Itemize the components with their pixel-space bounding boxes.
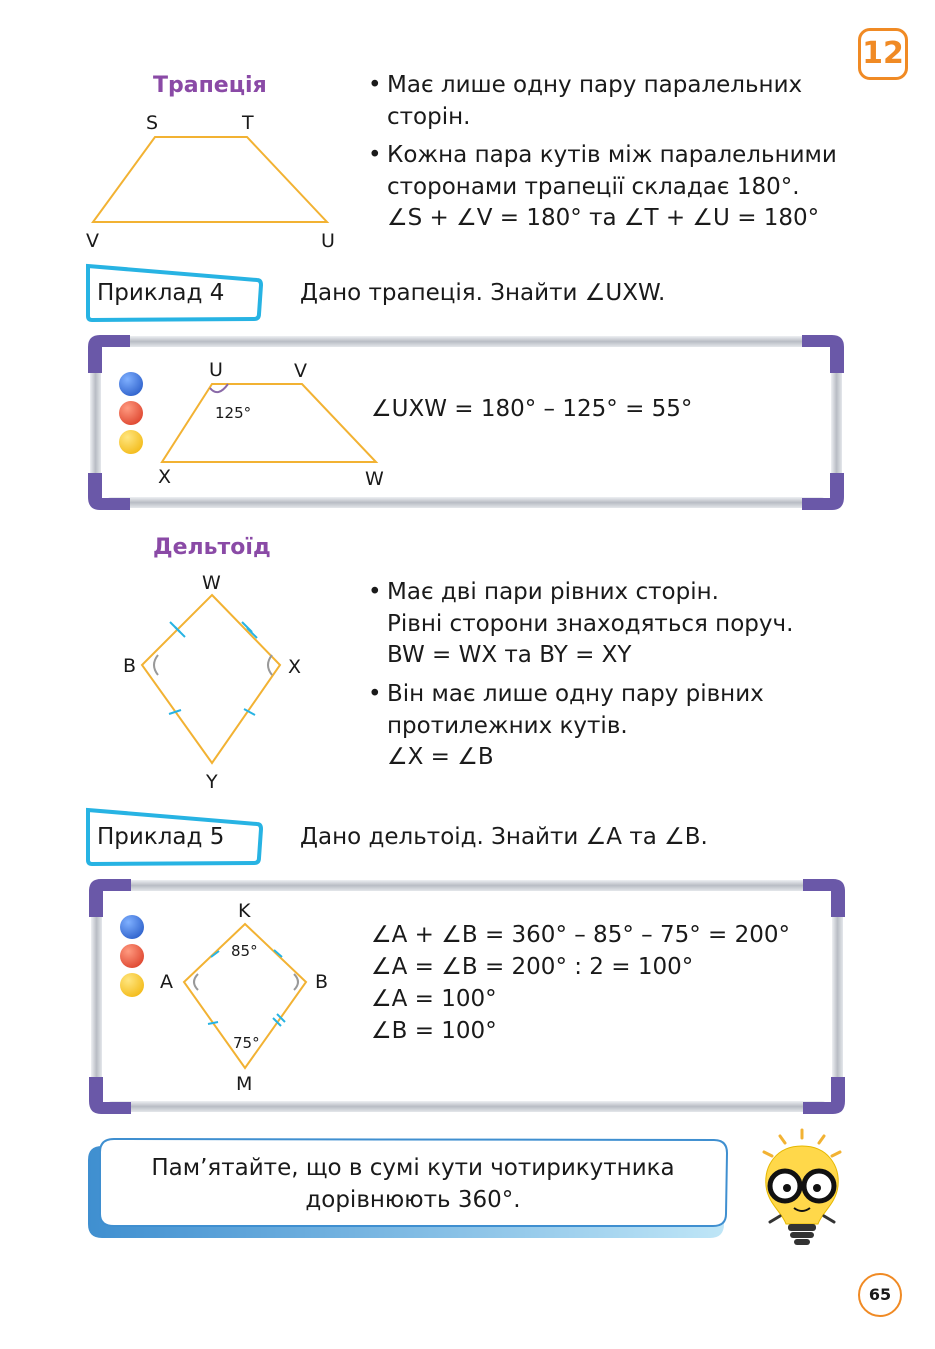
- trapezoid-shape: [162, 384, 376, 462]
- text-line: протилежних кутів.: [387, 712, 628, 739]
- kite-shape: [142, 595, 280, 763]
- vertex-w: W: [202, 572, 221, 594]
- text-line: BW = WX та BY = XY: [387, 642, 632, 668]
- vertex-v: V: [86, 230, 99, 252]
- vertex-v: V: [294, 360, 307, 382]
- kite-diagram: [130, 585, 300, 775]
- text-line: Рівні сторони знаходяться поруч.: [387, 610, 794, 637]
- yellow-dot: [120, 973, 144, 997]
- note-line: дорівнюють 360°.: [305, 1187, 521, 1213]
- chapter-number: 12: [858, 28, 908, 80]
- vertex-b: B: [315, 971, 329, 993]
- page-number: 65: [858, 1273, 902, 1317]
- note-line: Пам’ятайте, що в сумі кути чотирикутника: [151, 1155, 675, 1181]
- angle-arc: [210, 384, 228, 392]
- example-5-solution: [371, 919, 790, 1047]
- example-4-prompt: Дано трапеція. Знайти ∠UXW.: [300, 280, 666, 306]
- vertex-y: Y: [206, 771, 218, 793]
- example-5-badge: [85, 806, 265, 868]
- solution-line: ∠A = ∠B = 200° : 2 = 100°: [371, 954, 694, 980]
- example-4-label: Приклад 4: [97, 280, 225, 306]
- blue-dot: [119, 372, 143, 396]
- text-line: Він має лише одну пару рівних: [387, 681, 764, 707]
- kite-bullet-2: • Він має лише одну пару рівних протилежних кутів. ∠X = ∠B: [387, 679, 764, 774]
- solution-line: ∠A + ∠B = 360° – 85° – 75° = 200°: [371, 922, 791, 948]
- trapezoid-shape: [93, 137, 327, 222]
- solution-line: ∠A = 100°: [371, 986, 497, 1012]
- vertex-x: X: [158, 466, 172, 488]
- angle-arc: [294, 974, 298, 990]
- vertex-t: T: [242, 112, 254, 134]
- text-line: сторін.: [387, 103, 471, 130]
- lightbulb-icon: [750, 1124, 855, 1259]
- trapezoid-title: Трапеція: [153, 73, 267, 98]
- angle-arc: [194, 974, 198, 990]
- vertex-s: S: [146, 112, 159, 134]
- text-line: ∠S + ∠V = 180° та ∠T + ∠U = 180°: [387, 205, 820, 231]
- text-line: Має лише одну пару паралельних: [387, 72, 803, 98]
- vertex-x: X: [288, 656, 302, 678]
- angle-bottom-label: 75°: [233, 1034, 260, 1052]
- example-4-badge: [85, 262, 265, 324]
- kite-title: Дельтоїд: [153, 535, 271, 560]
- vertex-a: A: [160, 971, 173, 993]
- red-dot: [120, 944, 144, 968]
- vertex-w: W: [365, 468, 384, 490]
- blue-dot: [120, 915, 144, 939]
- example-5-prompt: Дано дельтоід. Знайти ∠A та ∠B.: [300, 824, 708, 850]
- example-5-label: Приклад 5: [97, 824, 225, 850]
- note-text: [100, 1152, 726, 1216]
- vertex-b: B: [123, 655, 137, 677]
- example-4-trapezoid: [150, 370, 390, 480]
- solution-line: ∠B = 100°: [371, 1018, 497, 1044]
- kite-bullet-1: • Має дві пари рівних сторін. Рівні сторони знаходяться поруч. BW = WX та BY = XY: [387, 577, 793, 672]
- vertex-u: U: [209, 359, 223, 381]
- trapezoid-bullet-1: • Має лише одну пару паралельних сторін.: [387, 70, 802, 133]
- text-line: сторонами трапеції складає 180°.: [387, 173, 800, 200]
- text-line: Має дві пари рівних сторін.: [387, 579, 719, 605]
- tick-marks: [169, 622, 257, 715]
- vertex-k: K: [238, 900, 251, 922]
- angle-arc: [154, 655, 158, 675]
- tick-marks: [208, 950, 285, 1026]
- trapezoid-diagram: [85, 115, 345, 255]
- trapezoid-bullet-2: • Кожна пара кутів між паралельними сторонами трапеції складає 180°. ∠S + ∠V = 180° та ∠T + ∠U = 180°: [387, 140, 837, 235]
- angle-label: 125°: [215, 404, 252, 422]
- yellow-dot: [119, 430, 143, 454]
- vertex-u: U: [321, 230, 335, 252]
- example-4-solution: ∠UXW = 180° – 125° = 55°: [371, 396, 693, 422]
- red-dot: [119, 401, 143, 425]
- angle-arc: [268, 655, 272, 675]
- angle-top-label: 85°: [231, 942, 258, 960]
- vertex-m: M: [236, 1073, 253, 1095]
- text-line: ∠X = ∠B: [387, 744, 494, 770]
- text-line: Кожна пара кутів між паралельними: [387, 142, 837, 168]
